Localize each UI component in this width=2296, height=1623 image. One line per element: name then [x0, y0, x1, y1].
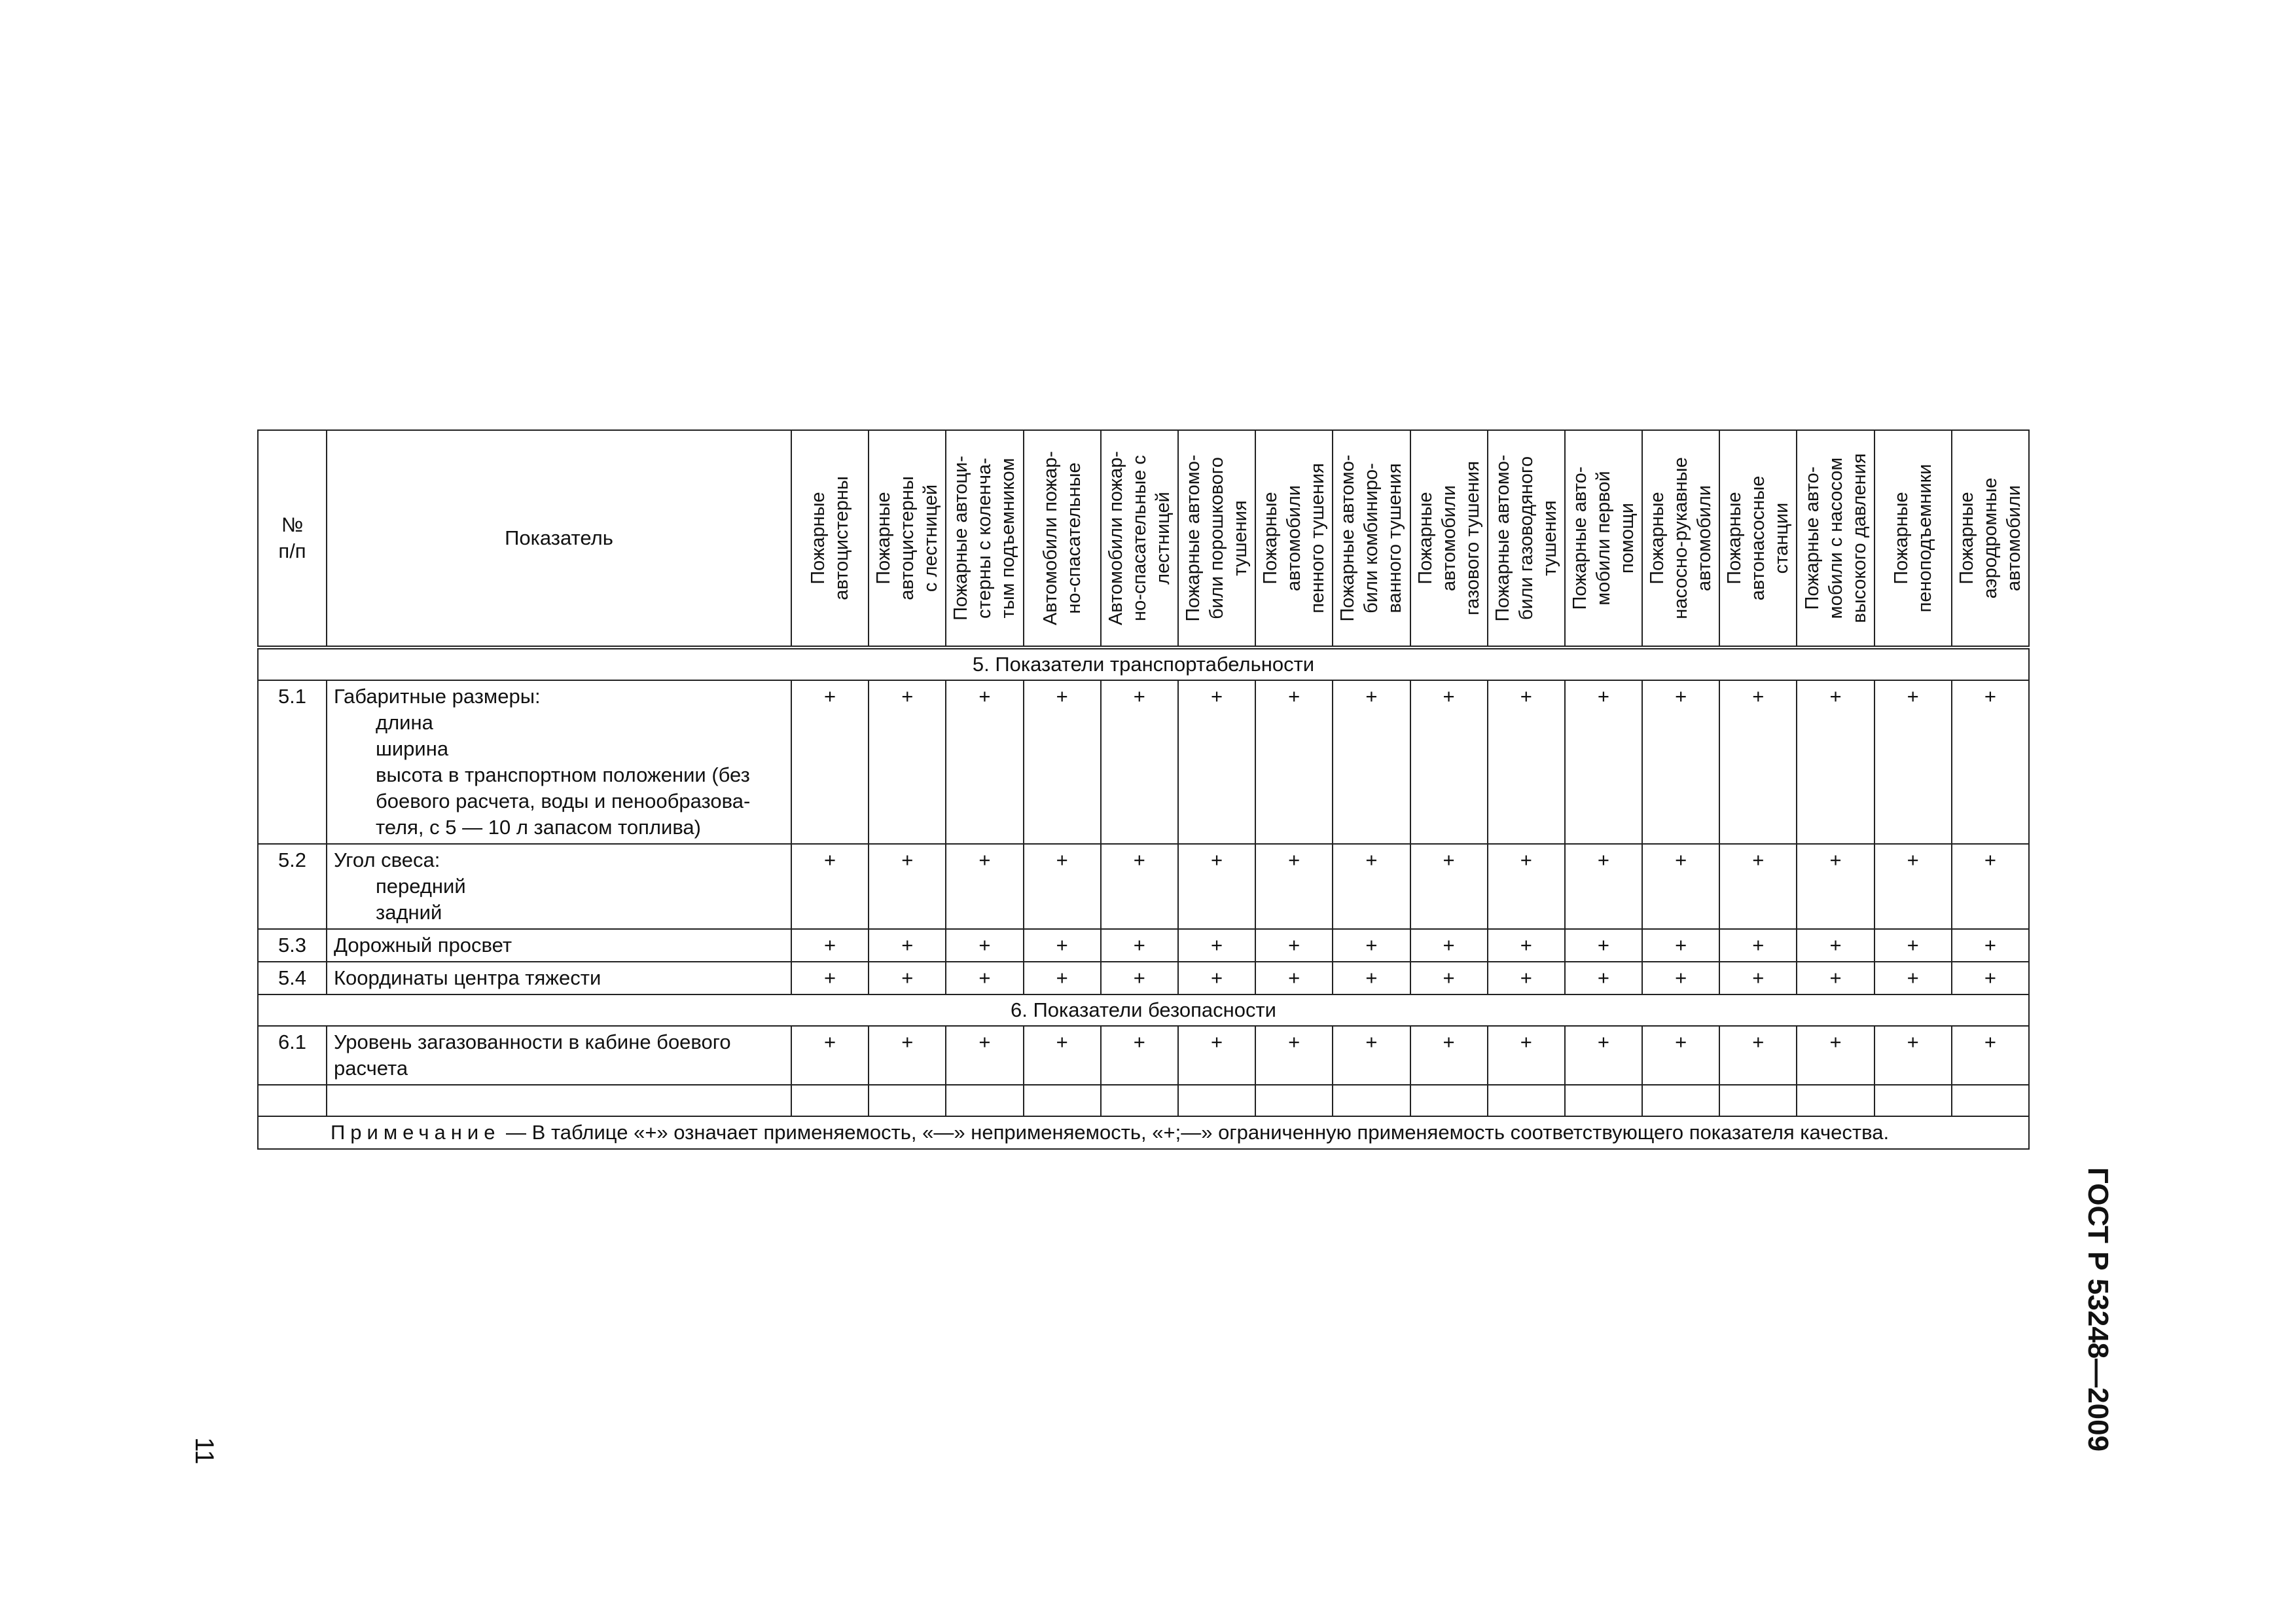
applicability-mark: +	[1952, 962, 2029, 994]
applicability-mark: +	[1255, 680, 1333, 844]
indicator-subitem: высота в транспортном положении (без боевого расчета, воды и пенообразова-теля, с 5 — 10 л запасом топлива)	[376, 763, 751, 839]
empty-cell	[1488, 1085, 1565, 1116]
header-column-4	[1024, 430, 1101, 647]
applicability-mark: +	[1488, 844, 1565, 929]
applicability-mark: +	[1255, 929, 1333, 962]
row-indicator	[327, 929, 791, 962]
applicability-mark: +	[1488, 1026, 1565, 1085]
table-row	[258, 844, 2029, 929]
applicability-mark: +	[791, 844, 869, 929]
row-indicator	[327, 1026, 791, 1085]
applicability-mark: +	[1797, 962, 1874, 994]
applicability-mark: +	[1024, 844, 1101, 929]
empty-cell	[1178, 1085, 1255, 1116]
applicability-mark: +	[791, 962, 869, 994]
indicator-subitem: ширина	[376, 737, 449, 760]
row-number: 6.1	[258, 1026, 327, 1085]
empty-cell	[1952, 1085, 2029, 1116]
indicators-table	[257, 429, 2030, 1150]
applicability-mark: +	[1410, 844, 1488, 929]
applicability-mark: +	[791, 929, 869, 962]
applicability-mark: +	[791, 1026, 869, 1085]
empty-cell	[1642, 1085, 1719, 1116]
applicability-mark: +	[1642, 844, 1719, 929]
header-indicator-label: Показатель	[505, 526, 613, 549]
empty-row	[258, 1085, 2029, 1116]
note-label: Примечание	[331, 1121, 501, 1144]
row-number: 5.2	[258, 844, 327, 929]
empty-cell	[1797, 1085, 1874, 1116]
applicability-mark: +	[1410, 962, 1488, 994]
applicability-mark: +	[1255, 962, 1333, 994]
header-column-11	[1565, 430, 1642, 647]
header-column-label: Автомобили пожар- но-спасательные	[1039, 450, 1085, 626]
applicability-mark: +	[1101, 929, 1178, 962]
applicability-mark: +	[869, 680, 946, 844]
header-number-label: № п/п	[278, 513, 306, 562]
applicability-mark: +	[946, 929, 1023, 962]
empty-cell	[1874, 1085, 1952, 1116]
header-column-3	[946, 430, 1023, 647]
indicator-title: Габаритные размеры:	[334, 685, 541, 708]
note-row	[258, 1116, 2029, 1149]
applicability-mark: +	[1565, 1026, 1642, 1085]
header-number	[258, 430, 327, 647]
empty-cell	[869, 1085, 946, 1116]
applicability-mark: +	[1410, 680, 1488, 844]
applicability-mark: +	[1797, 680, 1874, 844]
indicator-title: Угол свеса:	[334, 848, 440, 871]
empty-cell	[791, 1085, 869, 1116]
header-column-10	[1488, 430, 1565, 647]
empty-cell	[327, 1085, 791, 1116]
applicability-mark: +	[1101, 680, 1178, 844]
header-column-label: Пожарные пеноподъемники	[1890, 464, 1935, 613]
header-column-15	[1874, 430, 1952, 647]
header-indicator	[327, 430, 791, 647]
applicability-mark: +	[1488, 680, 1565, 844]
applicability-mark: +	[1642, 1026, 1719, 1085]
applicability-mark: +	[1410, 929, 1488, 962]
header-column-2	[869, 430, 946, 647]
applicability-mark: +	[1642, 680, 1719, 844]
header-column-label: Пожарные автоцистерны с лестницей	[873, 476, 942, 600]
applicability-mark: +	[1874, 962, 1952, 994]
applicability-mark: +	[1874, 1026, 1952, 1085]
header-column-label: Пожарные автомобили газового тушения	[1414, 461, 1483, 615]
header-column-16	[1952, 430, 2029, 647]
empty-cell	[1255, 1085, 1333, 1116]
header-column-label: Пожарные автонасосные станции	[1724, 475, 1793, 601]
applicability-mark: +	[1874, 680, 1952, 844]
applicability-mark: +	[1024, 929, 1101, 962]
applicability-mark: +	[946, 680, 1023, 844]
applicability-mark: +	[1565, 680, 1642, 844]
header-column-9	[1410, 430, 1488, 647]
applicability-mark: +	[1719, 844, 1797, 929]
applicability-mark: +	[1333, 929, 1410, 962]
empty-cell	[1101, 1085, 1178, 1116]
applicability-mark: +	[1952, 680, 2029, 844]
header-column-label: Пожарные автомо- били газоводяного тушения	[1492, 454, 1560, 622]
page-number: 11	[190, 1437, 219, 1465]
empty-cell	[1024, 1085, 1101, 1116]
applicability-mark: +	[1178, 962, 1255, 994]
applicability-mark: +	[1333, 844, 1410, 929]
applicability-mark: +	[1797, 929, 1874, 962]
header-column-label: Пожарные авто- мобили с насосом высокого давления	[1801, 453, 1870, 623]
applicability-mark: +	[1642, 962, 1719, 994]
indicator-subitem: передний	[376, 875, 466, 898]
header-column-label: Пожарные насосно-рукавные автомобили	[1647, 457, 1715, 619]
row-number: 5.3	[258, 929, 327, 962]
applicability-mark: +	[1719, 1026, 1797, 1085]
row-indicator	[327, 962, 791, 994]
applicability-mark: +	[946, 1026, 1023, 1085]
header-column-6	[1178, 430, 1255, 647]
applicability-mark: +	[1874, 844, 1952, 929]
header-column-label: Пожарные автомо- били порошкового тушения	[1183, 454, 1251, 622]
note-text: — В таблице «+» означает применяемость, «—» неприменяемость, «+;—» ограниченную применяемость соответствующего показателя качества.	[500, 1121, 1890, 1144]
applicability-mark: +	[1024, 680, 1101, 844]
row-number: 5.1	[258, 680, 327, 844]
applicability-mark: +	[1178, 1026, 1255, 1085]
applicability-mark: +	[1488, 962, 1565, 994]
empty-cell	[1719, 1085, 1797, 1116]
indicator-subitem: задний	[376, 901, 442, 924]
header-column-8	[1333, 430, 1410, 647]
header-column-label: Пожарные автомо- били комбиниро- ванного тушения	[1337, 454, 1406, 622]
row-number: 5.4	[258, 962, 327, 994]
section-title: 5. Показатели транспортабельности	[258, 647, 2029, 680]
header-column-label: Пожарные автомобили пенного тушения	[1260, 463, 1329, 613]
applicability-mark: +	[946, 962, 1023, 994]
empty-cell	[258, 1085, 327, 1116]
applicability-mark: +	[1101, 844, 1178, 929]
applicability-mark: +	[791, 680, 869, 844]
applicability-mark: +	[1024, 1026, 1101, 1085]
applicability-mark: +	[1101, 962, 1178, 994]
indicator-subitem: длина	[376, 711, 433, 734]
header-column-5	[1101, 430, 1178, 647]
header-column-13	[1719, 430, 1797, 647]
applicability-mark: +	[869, 929, 946, 962]
header-column-1	[791, 430, 869, 647]
row-indicator	[327, 844, 791, 929]
header-column-label: Пожарные авто- мобили первой помощи	[1569, 466, 1638, 610]
header-column-7	[1255, 430, 1333, 647]
applicability-mark: +	[1410, 1026, 1488, 1085]
applicability-mark: +	[1952, 844, 2029, 929]
applicability-mark: +	[946, 844, 1023, 929]
header-column-12	[1642, 430, 1719, 647]
note-cell	[258, 1116, 2029, 1149]
section-heading-row	[258, 994, 2029, 1026]
indicator-title: Дорожный просвет	[334, 934, 512, 957]
applicability-mark: +	[1255, 1026, 1333, 1085]
header-column-label: Пожарные автоци- стерны с коленча- тым подъемником	[950, 456, 1019, 621]
applicability-mark: +	[1333, 1026, 1410, 1085]
table-row	[258, 680, 2029, 844]
applicability-mark: +	[1797, 844, 1874, 929]
applicability-mark: +	[1255, 844, 1333, 929]
indicator-title: Координаты центра тяжести	[334, 966, 601, 989]
applicability-mark: +	[1333, 680, 1410, 844]
empty-cell	[1333, 1085, 1410, 1116]
document-code: ГОСТ Р 53248—2009	[2082, 1167, 2114, 1452]
empty-cell	[1565, 1085, 1642, 1116]
applicability-mark: +	[1952, 929, 2029, 962]
applicability-mark: +	[1565, 962, 1642, 994]
applicability-mark: +	[869, 1026, 946, 1085]
indicator-title: Уровень загазованности в кабине боевого расчета	[334, 1030, 731, 1080]
applicability-mark: +	[1101, 1026, 1178, 1085]
table-row	[258, 962, 2029, 994]
empty-cell	[1410, 1085, 1488, 1116]
table-row	[258, 1026, 2029, 1085]
applicability-mark: +	[1333, 962, 1410, 994]
applicability-mark: +	[1565, 929, 1642, 962]
header-column-label: Пожарные автоцистерны	[808, 476, 853, 600]
applicability-mark: +	[1797, 1026, 1874, 1085]
applicability-mark: +	[1565, 844, 1642, 929]
applicability-mark: +	[1488, 929, 1565, 962]
header-column-14	[1797, 430, 1874, 647]
applicability-mark: +	[1952, 1026, 2029, 1085]
header-column-label: Пожарные аэродромные автомобили	[1956, 477, 2024, 599]
applicability-mark: +	[1642, 929, 1719, 962]
table-header-row	[258, 430, 2029, 647]
applicability-mark: +	[1178, 680, 1255, 844]
applicability-mark: +	[1874, 929, 1952, 962]
applicability-mark: +	[1719, 680, 1797, 844]
applicability-mark: +	[1719, 929, 1797, 962]
header-column-label: Автомобили пожар- но-спасательные с лестницей	[1105, 450, 1174, 626]
applicability-mark: +	[869, 844, 946, 929]
applicability-mark: +	[1024, 962, 1101, 994]
section-title: 6. Показатели безопасности	[258, 994, 2029, 1026]
applicability-mark: +	[1178, 844, 1255, 929]
section-heading-row	[258, 647, 2029, 680]
table-body	[258, 647, 2029, 1149]
table-row	[258, 929, 2029, 962]
applicability-mark: +	[869, 962, 946, 994]
applicability-mark: +	[1719, 962, 1797, 994]
row-indicator	[327, 680, 791, 844]
empty-cell	[946, 1085, 1023, 1116]
applicability-mark: +	[1178, 929, 1255, 962]
